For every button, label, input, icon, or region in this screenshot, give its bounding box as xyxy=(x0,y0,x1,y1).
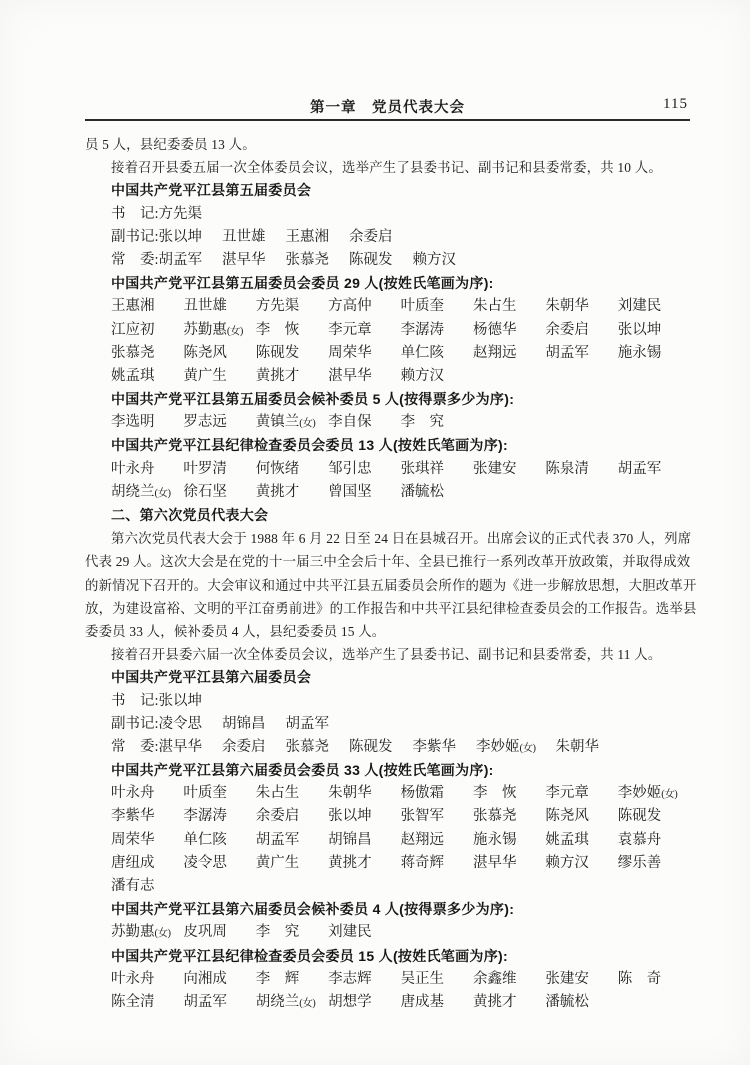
section-heading: 中国共产党平江县第六届委员会委员 33 人(按姓氏笔画为序): xyxy=(111,762,494,779)
paragraph-line: 第六次党员代表大会于 1988 年 6 月 22 日至 24 日在县城召开。出席会议的正式代表 370 人，列席 xyxy=(111,531,692,547)
member-name: 湛早华 xyxy=(222,251,266,268)
member-name: 姚孟琪 xyxy=(545,831,589,848)
member-name: 朱占生 xyxy=(255,785,300,802)
name-grid-row xyxy=(85,458,690,481)
member-name: 李潺涛 xyxy=(400,321,445,338)
officer-line xyxy=(85,736,690,759)
member-name: 湛早华 xyxy=(472,854,517,871)
member-name: 黄广生 xyxy=(183,367,227,384)
member-name: 单仁陔 xyxy=(400,344,445,361)
member-name: 陈砚发 xyxy=(349,738,393,755)
name-grid-row xyxy=(85,852,690,875)
member-name: 赵翔远 xyxy=(400,831,445,848)
paragraph-line: 委委员 33 人，候补委员 4 人，县纪委委员 15 人。 xyxy=(85,623,386,639)
member-name: 袁慕舟 xyxy=(617,831,662,848)
member-name: 余委启 xyxy=(545,321,589,338)
officer-line xyxy=(85,203,690,226)
member-name: 刘建民 xyxy=(617,298,662,315)
member-name: 黄挑才 xyxy=(255,367,300,384)
member-name: 张智军 xyxy=(400,808,445,825)
member-name: 刘建民 xyxy=(328,924,372,941)
member-name: 张建安 xyxy=(545,970,589,987)
member-name: 李妙姬(女) xyxy=(617,785,678,802)
member-name: 叶永舟 xyxy=(111,970,155,987)
section-heading: 中国共产党平江县纪律检查委员会委员 13 人(按姓氏笔画为序): xyxy=(111,437,508,454)
female-marker: (女) xyxy=(299,418,316,430)
officer-line xyxy=(85,249,690,272)
member-name: 张慕尧 xyxy=(285,251,330,268)
member-name: 叶质奎 xyxy=(183,785,227,802)
female-marker: (女) xyxy=(154,928,171,940)
section-heading: 二、第六次党员代表大会 xyxy=(111,507,269,523)
member-name: 蒋奇辉 xyxy=(400,854,445,871)
member-name: 李潺涛 xyxy=(183,808,227,825)
member-name: 叶永舟 xyxy=(111,785,155,802)
member-name: 李元章 xyxy=(328,321,372,338)
member-name: 胡孟军 xyxy=(183,993,227,1010)
member-name: 王惠湘 xyxy=(111,298,155,315)
member-name: 潘有志 xyxy=(111,878,155,894)
member-name: 叶质奎 xyxy=(400,298,445,315)
member-name: 张以坤 xyxy=(158,228,203,245)
name-grid-row xyxy=(85,991,690,1014)
officer-label: 书 记: xyxy=(111,692,159,709)
member-name: 向湘成 xyxy=(183,970,227,987)
officer-label: 副书记: xyxy=(111,228,159,245)
member-name: 苏勤惠(女) xyxy=(183,321,243,338)
member-name: 唐纽成 xyxy=(111,854,155,871)
member-name: 胡孟军 xyxy=(545,344,589,361)
member-name: 周荣华 xyxy=(328,344,372,361)
member-name: 张琪祥 xyxy=(400,460,445,477)
name-grid-row xyxy=(85,805,690,828)
member-name: 李自保 xyxy=(328,414,372,431)
member-name: 胡孟军 xyxy=(158,251,203,268)
paragraph-line: 的新情况下召开的。大会审议和通过中共平江县五届委员会所作的题为《进一步解放思想，大胆改革开 xyxy=(85,577,697,593)
officer-line xyxy=(85,713,690,736)
page-content xyxy=(85,96,697,1014)
member-name: 黄镇兰(女) xyxy=(255,414,316,431)
member-name: 余委启 xyxy=(349,228,393,245)
member-name: 黄广生 xyxy=(255,854,300,871)
member-name: 赖方汉 xyxy=(400,367,445,384)
member-name: 罗志远 xyxy=(183,414,227,431)
member-name: 凌令思 xyxy=(158,715,203,732)
member-name: 方高仲 xyxy=(328,298,372,315)
member-name: 李选明 xyxy=(111,414,155,431)
member-name: 李 究 xyxy=(255,924,300,941)
member-name: 方先渠 xyxy=(158,205,203,222)
page-number: 115 xyxy=(663,96,688,112)
name-grid-row xyxy=(85,411,690,434)
member-name: 胡孟军 xyxy=(617,460,662,477)
member-name: 杨德华 xyxy=(472,321,517,338)
member-name: 陈砚发 xyxy=(349,251,393,268)
member-name: 赵翔远 xyxy=(472,344,517,361)
member-name: 李志辉 xyxy=(328,970,372,987)
member-name: 胡锦昌 xyxy=(328,831,372,848)
member-name: 朱占生 xyxy=(472,298,517,315)
member-name: 叶永舟 xyxy=(111,460,155,477)
name-grid-row xyxy=(85,921,690,944)
name-grid-row xyxy=(85,829,690,852)
member-name: 陈砚发 xyxy=(255,344,300,361)
name-grid-row xyxy=(85,342,690,365)
member-name: 王惠湘 xyxy=(285,228,330,245)
member-name: 丑世雄 xyxy=(222,228,266,245)
member-name: 胡绕兰(女) xyxy=(111,483,171,500)
member-name: 李妙姬(女) xyxy=(476,738,536,755)
section-heading: 中国共产党平江县第六届委员会 xyxy=(111,669,312,686)
member-name: 李紫华 xyxy=(412,738,457,755)
female-marker: (女) xyxy=(661,789,678,801)
paragraph-line: 代表 29 人。这次大会是在党的十一届三中全会后十年、全县已推行一系列改革开放政策，并取得成效 xyxy=(85,554,691,570)
paragraph-line: 接着召开县委六届一次全体委员会议，选举产生了县委书记、副书记和县委常委，共 11 人。 xyxy=(111,647,662,663)
member-name: 徐石坚 xyxy=(183,483,227,500)
female-marker: (女) xyxy=(226,325,243,337)
member-name: 邹引忠 xyxy=(328,460,372,477)
member-name: 曾国坚 xyxy=(328,483,372,500)
chapter-title: 第一章 党员代表大会 xyxy=(310,100,465,116)
officer-label: 常 委: xyxy=(111,738,159,755)
member-name: 丑世雄 xyxy=(183,298,227,315)
section-heading: 中国共产党平江县第五届委员会 xyxy=(111,182,312,199)
member-name: 陈泉清 xyxy=(545,460,589,477)
section-heading: 中国共产党平江县纪律检查委员会委员 15 人(按姓氏笔画为序): xyxy=(111,947,508,964)
name-grid-row xyxy=(85,782,690,805)
member-name: 苏勤惠(女) xyxy=(111,924,171,941)
female-marker: (女) xyxy=(519,742,536,754)
female-marker: (女) xyxy=(299,997,316,1009)
officer-label: 书 记: xyxy=(111,205,159,222)
member-name: 黄挑才 xyxy=(255,483,300,500)
member-name: 吴正生 xyxy=(400,970,445,987)
officer-line xyxy=(85,226,690,249)
member-name: 余委启 xyxy=(255,808,300,825)
member-name: 余委启 xyxy=(222,738,266,755)
member-name: 李 究 xyxy=(400,414,445,431)
member-name: 张慕尧 xyxy=(472,808,517,825)
member-name: 陈尧风 xyxy=(545,808,589,825)
member-name: 胡孟军 xyxy=(255,831,300,848)
member-name: 赖方汉 xyxy=(412,251,457,268)
member-name: 陈砚发 xyxy=(617,808,662,825)
name-grid-row xyxy=(85,481,690,504)
member-name: 余鑫维 xyxy=(472,970,517,987)
member-name: 张以坤 xyxy=(158,692,203,709)
member-name: 朱朝华 xyxy=(555,738,600,755)
member-name: 张以坤 xyxy=(617,321,662,338)
section-heading: 中国共产党平江县第五届委员会候补委员 5 人(按得票多少为序): xyxy=(111,391,515,408)
member-name: 皮巩周 xyxy=(183,924,227,941)
member-name: 江应初 xyxy=(111,321,155,338)
running-header xyxy=(85,96,690,115)
officer-line xyxy=(85,690,690,713)
female-marker: (女) xyxy=(154,487,171,499)
member-name: 杨傲霜 xyxy=(400,785,445,802)
member-name: 黄挑才 xyxy=(328,854,372,871)
member-name: 陈 奇 xyxy=(617,970,662,987)
member-name: 施永锡 xyxy=(617,344,662,361)
member-name: 方先渠 xyxy=(255,298,300,315)
name-grid-row xyxy=(85,319,690,342)
member-name: 胡锦昌 xyxy=(222,715,266,732)
member-name: 胡孟军 xyxy=(285,715,330,732)
member-name: 李 辉 xyxy=(255,970,300,987)
member-name: 黄挑才 xyxy=(472,993,517,1010)
member-name: 姚孟琪 xyxy=(111,367,155,384)
member-name: 李 恢 xyxy=(472,785,517,802)
paragraph-line: 放，为建设富裕、文明的平江奋勇前进》的工作报告和中共平江县纪律检查委员会的工作报告。选举县 xyxy=(85,600,697,616)
name-grid-row xyxy=(85,875,690,898)
member-name: 李 恢 xyxy=(255,321,300,338)
member-name: 朱朝华 xyxy=(545,298,589,315)
paragraph-line: 接着召开县委五届一次全体委员会议，选举产生了县委书记、副书记和县委常委，共 10 人。 xyxy=(111,160,662,176)
member-name: 李紫华 xyxy=(111,808,155,825)
member-name: 施永锡 xyxy=(472,831,517,848)
member-name: 叶罗清 xyxy=(183,460,227,477)
member-name: 胡想学 xyxy=(328,993,372,1010)
page-body xyxy=(85,133,697,1014)
member-name: 张以坤 xyxy=(328,808,372,825)
name-grid-row xyxy=(85,365,690,388)
member-name: 陈全清 xyxy=(111,993,155,1010)
member-name: 张建安 xyxy=(472,460,517,477)
member-name: 凌令思 xyxy=(183,854,227,871)
member-name: 赖方汉 xyxy=(545,854,589,871)
name-grid-row xyxy=(85,968,690,991)
member-name: 湛早华 xyxy=(328,367,372,384)
member-name: 张慕尧 xyxy=(285,738,330,755)
section-heading: 中国共产党平江县第五届委员会委员 29 人(按姓氏笔画为序): xyxy=(111,275,494,292)
officer-label: 常 委: xyxy=(111,251,159,268)
paragraph-line: 员 5 人，县纪委委员 13 人。 xyxy=(85,137,256,152)
section-heading: 中国共产党平江县第六届委员会候补委员 4 人(按得票多少为序): xyxy=(111,901,515,918)
member-name: 周荣华 xyxy=(111,831,155,848)
member-name: 朱朝华 xyxy=(328,785,372,802)
member-name: 张慕尧 xyxy=(111,344,155,361)
member-name: 胡绕兰(女) xyxy=(255,993,316,1010)
member-name: 湛早华 xyxy=(158,738,203,755)
member-name: 李元章 xyxy=(545,785,589,802)
member-name: 单仁陔 xyxy=(183,831,227,848)
name-grid-row xyxy=(85,295,690,318)
member-name: 缪乐善 xyxy=(617,854,662,871)
officer-label: 副书记: xyxy=(111,715,159,732)
header-rule xyxy=(85,119,690,121)
member-name: 潘毓松 xyxy=(400,483,445,500)
member-name: 潘毓松 xyxy=(545,993,589,1010)
member-name: 何恢绪 xyxy=(255,460,300,477)
member-name: 陈尧风 xyxy=(183,344,227,361)
member-name: 唐成基 xyxy=(400,993,445,1010)
